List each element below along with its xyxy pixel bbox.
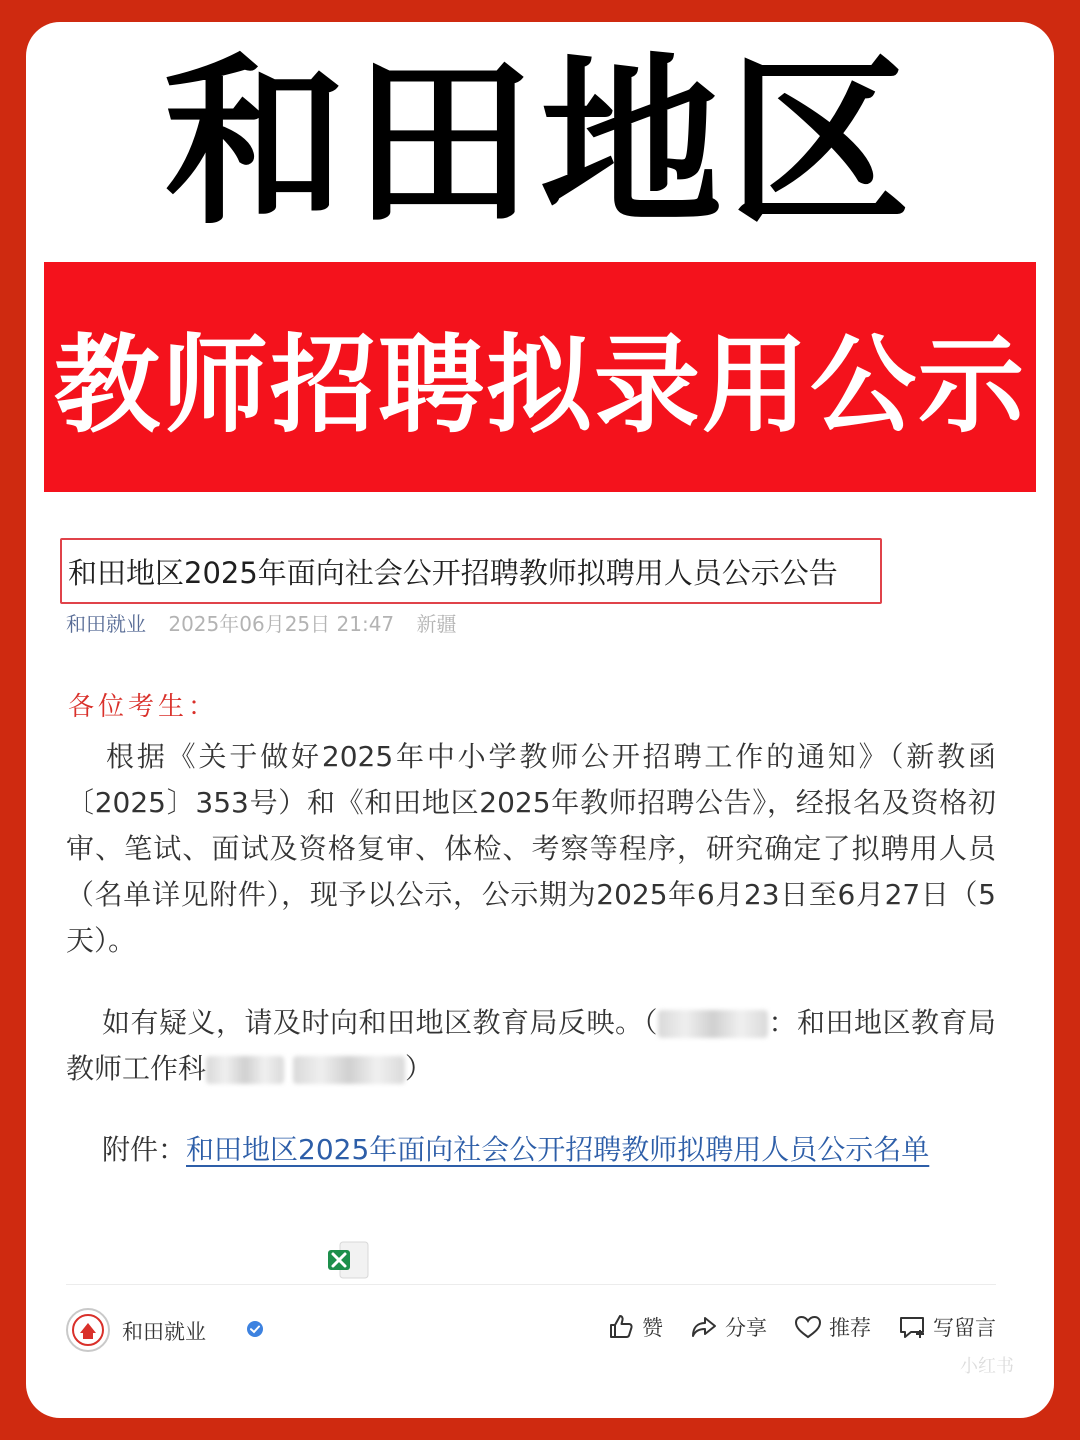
like-button[interactable]	[606, 1312, 663, 1342]
contact-text-c: ）	[404, 1052, 433, 1085]
emblem-icon	[71, 1313, 105, 1347]
account-avatar[interactable]	[66, 1308, 110, 1352]
article-title	[60, 538, 882, 604]
poster-card	[26, 22, 1054, 1418]
redacted-phone-b	[293, 1056, 405, 1084]
greeting: 各位考生：	[68, 692, 219, 722]
article-date: 2025年06月25日 21:47	[168, 612, 395, 636]
attachment	[102, 1128, 929, 1168]
contact-text-b: ：和田地区教育局教师工作科	[66, 1006, 996, 1085]
poster-title: 和田地区	[164, 37, 916, 249]
footer-divider	[66, 1284, 996, 1285]
article-location: 新疆	[416, 612, 457, 636]
share-button[interactable]	[689, 1312, 767, 1342]
watermark-logo: 小红书	[960, 1356, 1014, 1377]
paragraph-main: 根据《关于做好2025年中小学教师公开招聘工作的通知》（新教函〔2025〕353号）和《和田地区2025年教师招聘公告》，经报名及资格初审、笔试、面试及资格复审、体检、考察等程序，研究确定了拟聘用人员（名单详见附件），现予以公示，公示期为2025年6月23日至6月27日（5天）。	[66, 740, 996, 957]
share-label: 分享	[725, 1316, 767, 1340]
banner-text: 教师招聘拟录用公示	[54, 324, 1026, 447]
contact-text-a: 如有疑义，请及时向和田地区教育局反映。（	[102, 1006, 658, 1039]
article-footer	[66, 1304, 996, 1358]
thumbs-up-icon	[606, 1312, 636, 1342]
verified-badge-icon	[246, 1320, 264, 1338]
redacted-phone-a	[206, 1056, 284, 1084]
heart-icon	[793, 1312, 823, 1342]
article-source-link[interactable]: 和田就业	[66, 612, 146, 636]
recommend-label: 推荐	[829, 1316, 871, 1340]
article-meta	[66, 608, 457, 637]
like-label: 赞	[642, 1316, 663, 1340]
account-name[interactable]: 和田就业	[122, 1320, 206, 1344]
comment-icon	[897, 1312, 927, 1342]
attachment-label: 附件：	[102, 1133, 187, 1166]
attachment-link[interactable]: 和田地区2025年面向社会公开招聘教师拟聘用人员公示名单	[186, 1133, 930, 1166]
paragraph-contact	[66, 1000, 996, 1092]
action-bar	[606, 1312, 996, 1342]
red-banner	[44, 262, 1036, 492]
comment-label: 写留言	[933, 1316, 996, 1340]
share-icon	[689, 1312, 719, 1342]
excel-file-icon[interactable]	[326, 1240, 370, 1280]
article-title-text: 和田地区2025年面向社会公开招聘教师拟聘用人员公示公告	[68, 555, 838, 590]
comment-button[interactable]	[897, 1312, 996, 1342]
recommend-button[interactable]	[793, 1312, 871, 1342]
redacted-text	[658, 1010, 768, 1038]
